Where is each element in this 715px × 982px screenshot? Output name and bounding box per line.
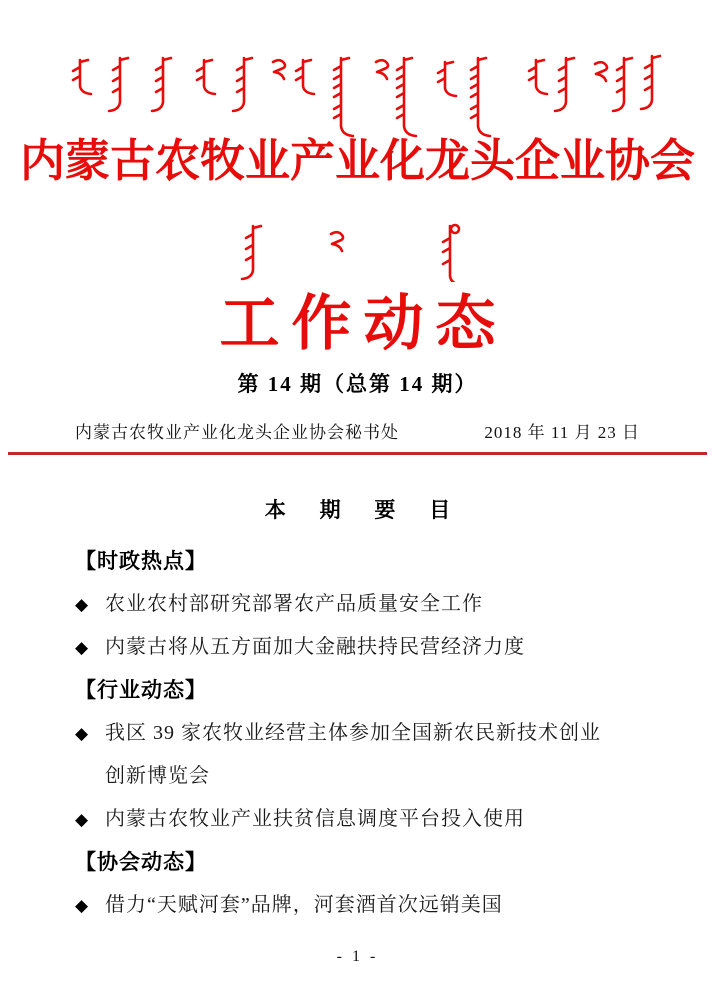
diamond-bullet-icon: ◆ <box>75 896 90 915</box>
publisher-row <box>75 418 640 443</box>
list-item <box>75 583 613 626</box>
section-header-current-politics: 【时政热点】 <box>75 550 207 573</box>
diamond-bullet-icon: ◆ <box>75 595 90 614</box>
list-item <box>75 712 613 798</box>
diamond-bullet-icon: ◆ <box>75 810 90 829</box>
publisher-name: 内蒙古农牧业产业化龙头企业协会秘书处 <box>75 423 399 442</box>
association-name: 内蒙古农牧业产业化龙头企业协会 <box>19 136 695 186</box>
page-number: - 1 - <box>336 948 379 965</box>
bulletin-title: 工作动态 <box>219 291 508 357</box>
red-divider-rule <box>8 452 707 455</box>
mongolian-script-subtitle-icon <box>0 220 715 282</box>
list-item <box>75 626 613 669</box>
diamond-bullet-icon: ◆ <box>75 724 90 743</box>
toc-title: 本 期 要 目 <box>264 499 465 522</box>
diamond-bullet-icon: ◆ <box>75 638 90 657</box>
list-item-text: 农业农村部研究部署农产品质量安全工作 <box>105 593 483 615</box>
list-item <box>75 884 613 927</box>
section-header-industry-news: 【行业动态】 <box>75 679 207 702</box>
list-item-text: 内蒙古农牧业产业扶贫信息调度平台投入使用 <box>105 808 525 830</box>
publication-date: 2018 年 11 月 23 日 <box>484 423 640 442</box>
list-item-text: 借力“天赋河套”品牌，河套酒首次远销美国 <box>105 894 503 916</box>
list-item-text: 我区 39 家农牧业经营主体参加全国新农民新技术创业创新博览会 <box>105 722 601 787</box>
table-of-contents <box>75 540 635 927</box>
section-header-association-news: 【协会动态】 <box>75 851 207 874</box>
list-item <box>75 798 613 841</box>
list-item-text: 内蒙古将从五方面加大金融扶持民营经济力度 <box>105 636 525 658</box>
issue-number: 第 14 期（总第 14 期） <box>237 372 478 396</box>
